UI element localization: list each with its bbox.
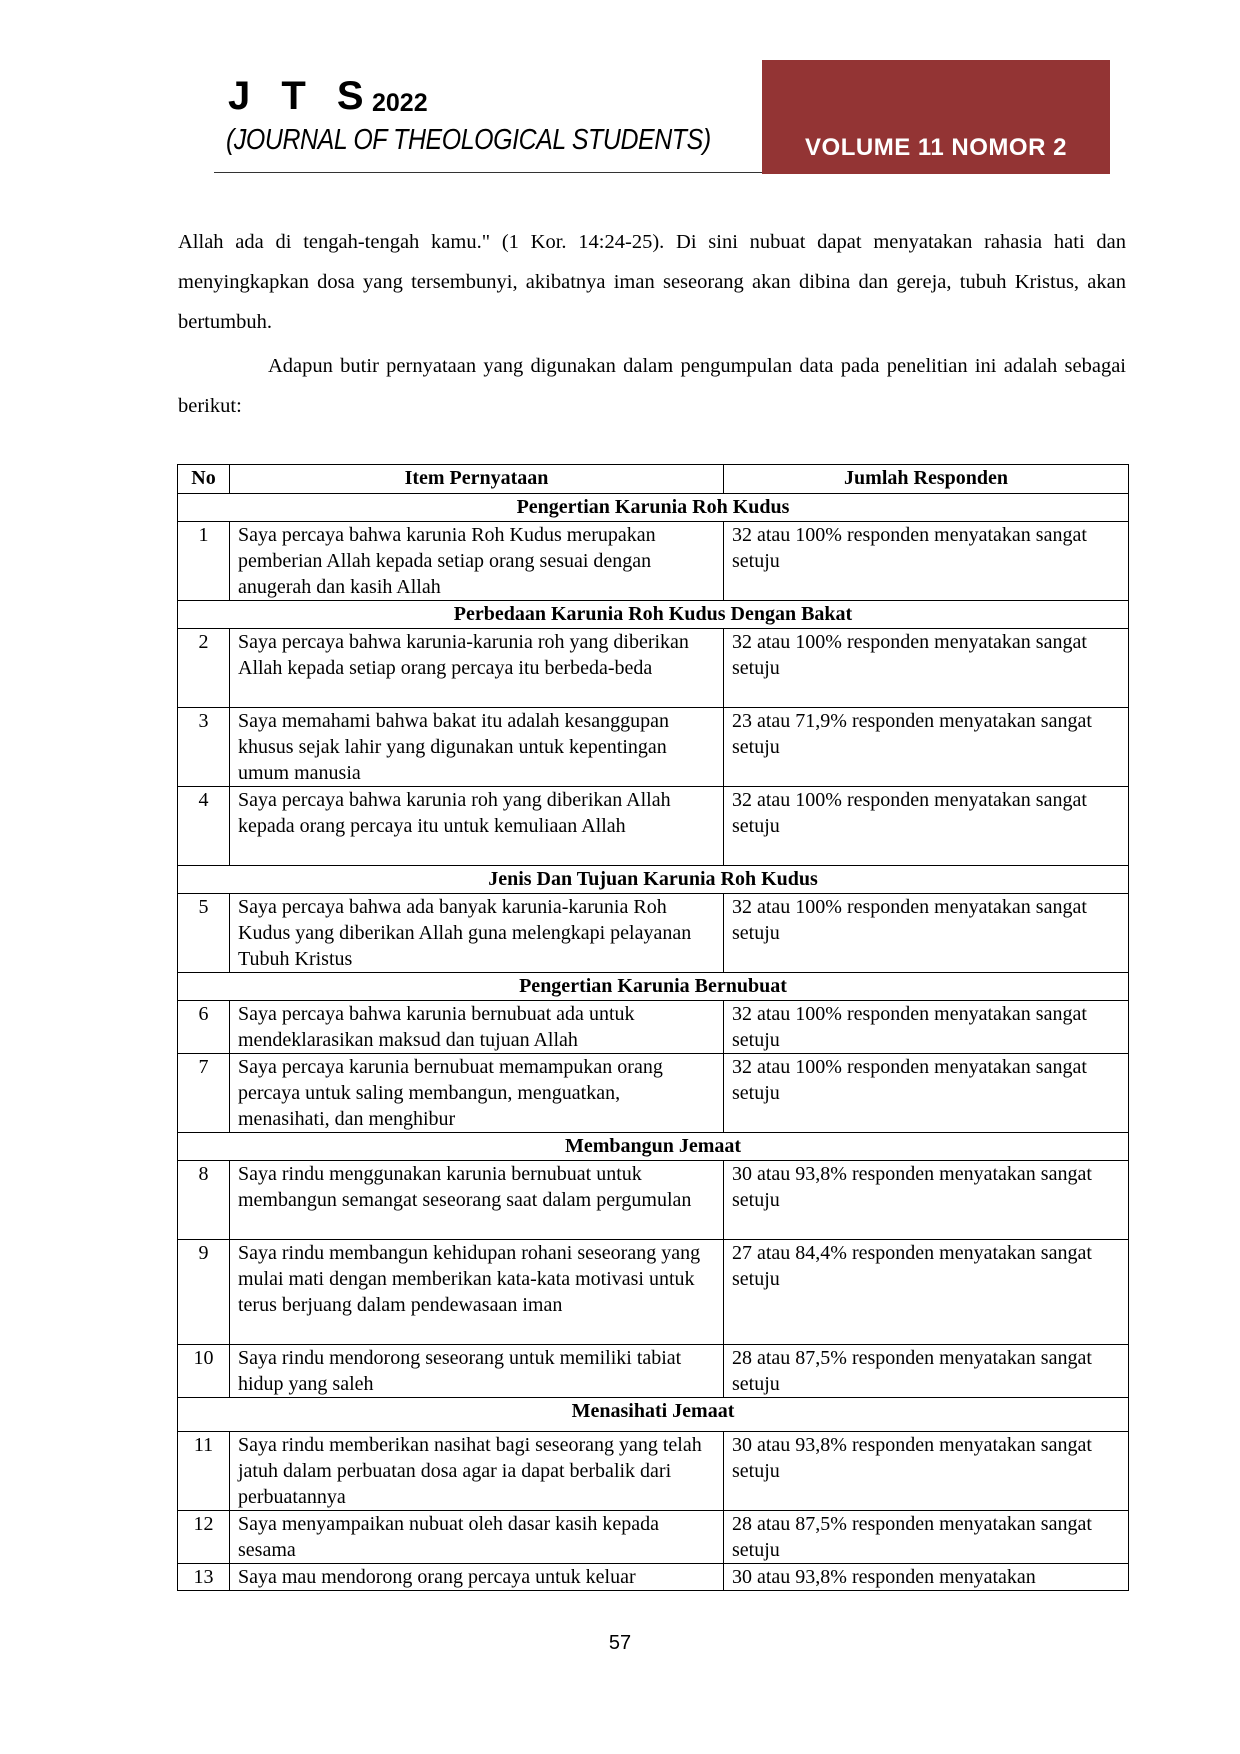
table-row (178, 894, 1129, 973)
row-number: 7 (178, 1054, 230, 1133)
table-row (178, 1054, 1129, 1133)
row-number: 6 (178, 1001, 230, 1054)
row-jumlah: 32 atau 100% responden menyatakan sangat setuju (724, 1054, 1129, 1133)
row-number: 2 (178, 629, 230, 708)
row-item: Saya menyampaikan nubuat oleh dasar kasih kepada sesama (230, 1511, 724, 1564)
row-item: Saya percaya bahwa karunia bernubuat ada untuk mendeklarasikan maksud dan tujuan Allah (230, 1001, 724, 1054)
section-row (178, 866, 1129, 894)
row-jumlah: 32 atau 100% responden menyatakan sangat setuju (724, 894, 1129, 973)
volume-label: VOLUME 11 NOMOR 2 (805, 134, 1067, 161)
journal-abbreviation: J T S (228, 74, 374, 118)
journal-full-name: (JOURNAL OF THEOLOGICAL STUDENTS) (226, 124, 711, 156)
row-number: 12 (178, 1511, 230, 1564)
journal-year: 2022 (372, 89, 428, 117)
row-item: Saya percaya bahwa ada banyak karunia-karunia Roh Kudus yang diberikan Allah guna melengkapi pelayanan Tubuh Kristus (230, 894, 724, 973)
row-item: Saya rindu menggunakan karunia bernubuat untuk membangun semangat seseorang saat dalam pergumulan (230, 1161, 724, 1240)
row-item: Saya rindu membangun kehidupan rohani seseorang yang mulai mati dengan memberikan kata-kata motivasi untuk terus berjuang dalam pendewasaan iman (230, 1240, 724, 1345)
table-row (178, 1161, 1129, 1240)
row-item: Saya percaya bahwa karunia roh yang diberikan Allah kepada orang percaya itu untuk kemuliaan Allah (230, 787, 724, 866)
table-row (178, 1345, 1129, 1398)
row-number: 9 (178, 1240, 230, 1345)
row-jumlah: 30 atau 93,8% responden menyatakan sangat setuju (724, 1432, 1129, 1511)
body-paragraph-2: Adapun butir pernyataan yang digunakan dalam pengumpulan data pada penelitian ini adalah sebagai berikut: (178, 355, 1126, 417)
row-jumlah: 32 atau 100% responden menyatakan sangat setuju (724, 787, 1129, 866)
section-row (178, 1133, 1129, 1161)
row-jumlah: 32 atau 100% responden menyatakan sangat setuju (724, 522, 1129, 601)
section-row (178, 601, 1129, 629)
section-title: Perbedaan Karunia Roh Kudus Dengan Bakat (178, 601, 1129, 629)
table-row (178, 1001, 1129, 1054)
page-number: 57 (608, 1632, 632, 1654)
table-header-row (178, 465, 1129, 494)
row-jumlah: 28 atau 87,5% responden menyatakan sangat setuju (724, 1511, 1129, 1564)
table-row (178, 522, 1129, 601)
section-row (178, 1398, 1129, 1432)
row-item: Saya percaya bahwa karunia Roh Kudus merupakan pemberian Allah kepada setiap orang sesuai dengan anugerah dan kasih Allah (230, 522, 724, 601)
table-row (178, 1240, 1129, 1345)
row-number: 10 (178, 1345, 230, 1398)
row-item: Saya rindu memberikan nasihat bagi seseorang yang telah jatuh dalam perbuatan dosa agar ia dapat berbalik dari perbuatannya (230, 1432, 724, 1511)
table-row (178, 629, 1129, 708)
row-item: Saya mau mendorong orang percaya untuk keluar (230, 1564, 724, 1591)
section-title: Membangun Jemaat (178, 1133, 1129, 1161)
row-number: 1 (178, 522, 230, 601)
volume-banner (762, 60, 1110, 174)
row-number: 8 (178, 1161, 230, 1240)
section-title: Pengertian Karunia Bernubuat (178, 973, 1129, 1001)
table-row (178, 1432, 1129, 1511)
row-number: 11 (178, 1432, 230, 1511)
section-title: Jenis Dan Tujuan Karunia Roh Kudus (178, 866, 1129, 894)
row-item: Saya percaya karunia bernubuat memampukan orang percaya untuk saling membangun, menguatkan, menasihati, dan menghibur (230, 1054, 724, 1133)
section-row (178, 494, 1129, 522)
row-jumlah: 30 atau 93,8% responden menyatakan (724, 1564, 1129, 1591)
body-paragraph-1: Allah ada di tengah-tengah kamu." (1 Kor. 14:24-25). Di sini nubuat dapat menyatakan rahasia hati dan menyingkapkan dosa yang tersembunyi, akibatnya iman seseorang akan dibina dan gereja, tubuh Kristus, akan bertumbuh. (178, 231, 1126, 333)
row-jumlah: 23 atau 71,9% responden menyatakan sangat setuju (724, 708, 1129, 787)
section-row (178, 973, 1129, 1001)
section-title: Menasihati Jemaat (178, 1398, 1129, 1432)
header-jumlah: Jumlah Responden (724, 465, 1129, 494)
row-item: Saya percaya bahwa karunia-karunia roh yang diberikan Allah kepada setiap orang percaya itu berbeda-beda (230, 629, 724, 708)
row-jumlah: 32 atau 100% responden menyatakan sangat setuju (724, 629, 1129, 708)
table-row (178, 708, 1129, 787)
row-item: Saya rindu mendorong seseorang untuk memiliki tabiat hidup yang saleh (230, 1345, 724, 1398)
row-item: Saya memahami bahwa bakat itu adalah kesanggupan khusus sejak lahir yang digunakan untuk kepentingan umum manusia (230, 708, 724, 787)
section-title: Pengertian Karunia Roh Kudus (178, 494, 1129, 522)
row-number: 13 (178, 1564, 230, 1591)
table-row (178, 787, 1129, 866)
row-jumlah: 28 atau 87,5% responden menyatakan sangat setuju (724, 1345, 1129, 1398)
row-number: 4 (178, 787, 230, 866)
header-divider (214, 172, 762, 173)
header-item: Item Pernyataan (230, 465, 724, 494)
table-row (178, 1511, 1129, 1564)
row-jumlah: 30 atau 93,8% responden menyatakan sangat setuju (724, 1161, 1129, 1240)
row-jumlah: 32 atau 100% responden menyatakan sangat setuju (724, 1001, 1129, 1054)
row-number: 3 (178, 708, 230, 787)
table-row (178, 1564, 1129, 1591)
questionnaire-table (177, 464, 1129, 1591)
header-no: No (178, 465, 230, 494)
row-jumlah: 27 atau 84,4% responden menyatakan sangat setuju (724, 1240, 1129, 1345)
row-number: 5 (178, 894, 230, 973)
